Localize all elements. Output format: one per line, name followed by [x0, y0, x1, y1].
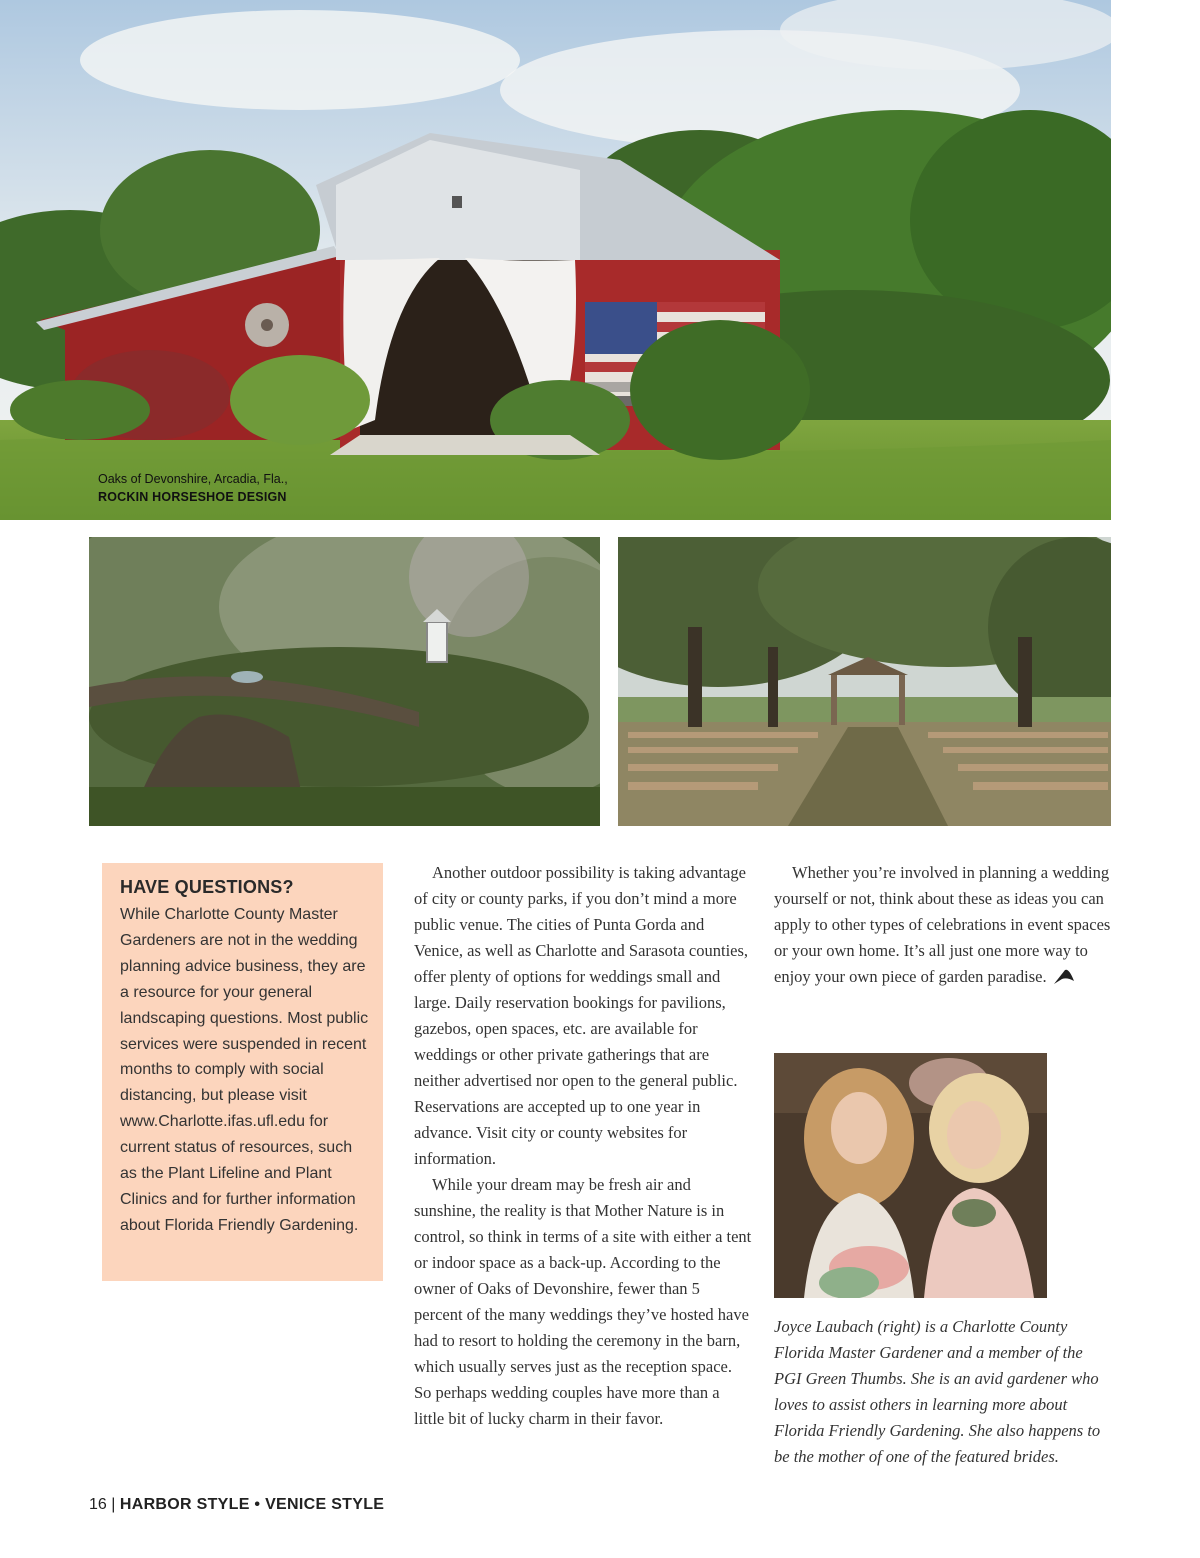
article-column-right: [774, 860, 1114, 990]
footer-separator: |: [111, 1496, 116, 1513]
end-of-article-icon: [1053, 967, 1075, 985]
page-footer: [89, 1496, 384, 1514]
barn-photo-credit: ROCKIN HORSESHOE DESIGN: [98, 490, 287, 504]
sidebar-heading: HAVE QUESTIONS?: [120, 877, 294, 897]
publication-name: HARBOR STYLE • VENICE STYLE: [119, 1496, 385, 1513]
article-closing-paragraph: [774, 860, 1114, 990]
have-questions-sidebar: [102, 863, 383, 1281]
ceremony-site-photo: [618, 537, 1111, 826]
portrait-photo: [774, 1053, 1047, 1298]
sidebar-body: While Charlotte County Master Gardeners are not in the wedding planning advice business, they are a resource for your general landscaping questions. Most public services were suspended in recent months to comply with social distancing, but please visit www.Charlotte.ifas.ufl.edu for current status of resources, such as the Plant Lifeline and Plant Clinics and for further information about Florida Friendly Gardening.: [120, 906, 369, 1234]
article-column-middle: [414, 860, 752, 1432]
article-closing-text: Whether you’re involved in planning a wedding yourself or not, think about these as ideas you can apply to other types of celebrations in event spaces or your own home. It’s all just one more way to enjoy your own piece of garden paradise.: [774, 863, 1111, 986]
page-number: 16: [89, 1496, 107, 1513]
barn-photo: [0, 0, 1111, 520]
article-paragraph: Another outdoor possibility is taking advantage of city or county parks, if you don’t mind a more public venue. The cities of Punta Gorda and Venice, as well as Charlotte and Sarasota counties, offer plenty of options for weddings small and large. Daily reservation bookings for pavilions, gazebos, open spaces, etc. are available for weddings or other private gatherings that are neither advertised nor open to the general public. Reservations are accepted up to one year in advance. Visit city or county websites for information.: [414, 863, 749, 1168]
portrait-caption: Joyce Laubach (right) is a Charlotte County Florida Master Gardener and a member of the PGI Green Thumbs. She is an avid gardener who loves to assist others in learning more about Florida Friendly Gardening. She also happens to be the mother of one of the featured brides.: [774, 1317, 1101, 1466]
barn-photo-caption: [98, 470, 288, 506]
oak-lantern-photo: [89, 537, 600, 826]
barn-photo-location: Oaks of Devonshire, Arcadia, Fla.,: [98, 472, 288, 486]
article-paragraph: While your dream may be fresh air and sunshine, the reality is that Mother Nature is in control, so think in terms of a site with either a tent or indoor space as a back-up. According to the owner of Oaks of Devonshire, fewer than 5 percent of the many weddings they’ve hosted have had to resort to holding the ceremony in the barn, which usually serves just as the reception space. So perhaps wedding couples have more than a little bit of lucky charm in their favor.: [414, 1175, 752, 1428]
